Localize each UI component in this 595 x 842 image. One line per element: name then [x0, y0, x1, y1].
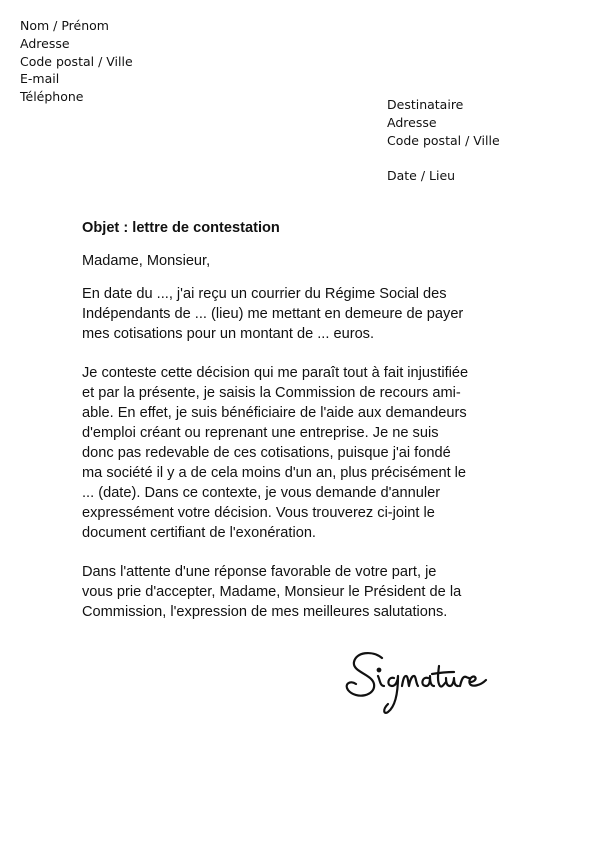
- paragraph-line: Commission, l'expression de mes meilleures salutations.: [82, 604, 448, 620]
- paragraph-line: donc pas redevable de ces cotisations, puisque j'ai fondé: [82, 445, 451, 461]
- paragraph-line: Je conteste cette décision qui me paraît tout à fait injustifiée: [82, 365, 469, 381]
- paragraph-line: ma société il y a de cela moins d'un an, plus précisément le: [82, 465, 467, 481]
- sender-phone: Téléphone: [20, 89, 84, 105]
- sender-email: E-mail: [20, 71, 60, 87]
- paragraph-line: Indépendants de ... (lieu) me mettant en demeure de payer: [82, 306, 464, 322]
- paragraph-line: expressément votre décision. Vous trouverez ci-joint le: [82, 505, 435, 521]
- recipient-block: [387, 96, 500, 185]
- letter-body: [82, 218, 522, 641]
- letter-subject: Objet : lettre de contestation: [82, 220, 280, 236]
- recipient-postcode-city: Code postal / Ville: [387, 133, 500, 148]
- paragraph-line: ... (date). Dans ce contexte, je vous demande d'annuler: [82, 485, 441, 501]
- paragraph-line: able. En effet, je suis bénéficiaire de l'aide aux demandeurs: [82, 405, 467, 421]
- paragraph-line: et par la présente, je saisis la Commission de recours ami-: [82, 385, 461, 401]
- sender-address: Adresse: [20, 35, 70, 51]
- paragraph-line: En date du ..., j'ai reçu un courrier du Régime Social des: [82, 286, 447, 302]
- paragraph-2: [82, 363, 522, 543]
- paragraph-line: d'emploi créant ou reprenant une entreprise. Je ne suis: [82, 425, 439, 441]
- paragraph-3: [82, 562, 522, 622]
- sender-name: Nom / Prénom: [20, 18, 109, 33]
- sender-block: [20, 17, 133, 106]
- paragraph-line: Dans l'attente d'une réponse favorable de votre part, je: [82, 564, 437, 580]
- paragraph-1: [82, 284, 522, 344]
- paragraph-line: mes cotisations pour un montant de ... euros.: [82, 326, 375, 342]
- date-place: Date / Lieu: [387, 168, 456, 183]
- paragraph-line: vous prie d'accepter, Madame, Monsieur le Président de la: [82, 584, 462, 600]
- recipient-address: Adresse: [387, 115, 437, 130]
- paragraph-line: document certifiant de l'exonération.: [82, 525, 316, 541]
- letter-salutation: Madame, Monsieur,: [82, 253, 211, 269]
- sender-postcode-city: Code postal / Ville: [20, 53, 133, 69]
- recipient-name: Destinataire: [387, 97, 464, 112]
- signature-image: [342, 640, 492, 720]
